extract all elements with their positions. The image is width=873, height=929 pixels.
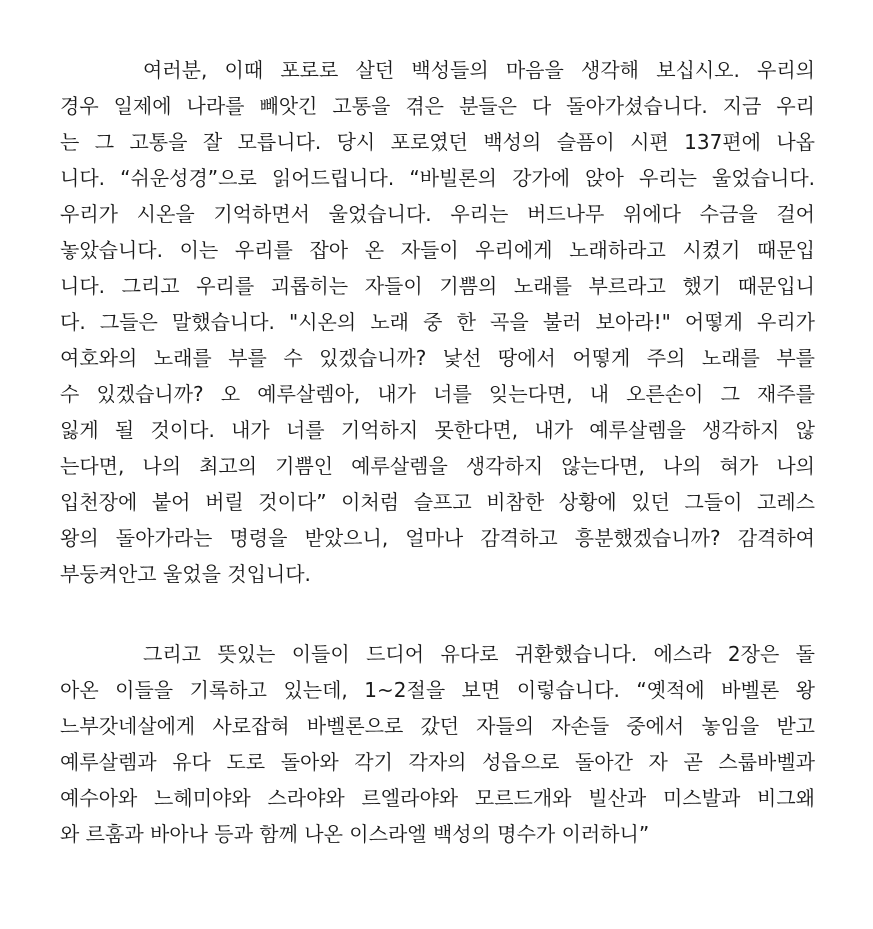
text-line: 경우 일제에 나라를 빼앗긴 고통을 겪은 분들은 다 돌아가셨습니다. 지금 우리 [60, 94, 815, 118]
paragraph-2 [60, 636, 815, 852]
text-line: 는다면, 나의 최고의 기쁨인 예루살렘을 생각하지 않는다면, 나의 혀가 나의 [60, 454, 815, 478]
text-line: 다. 그들은 말했습니다. "시온의 노래 중 한 곡을 불러 보아라!" 어떻게 우리가 [60, 310, 815, 334]
text-line: 놓았습니다. 이는 우리를 잡아 온 자들이 우리에게 노래하라고 시켰기 때문입 [60, 238, 815, 262]
text-line: 여호와의 노래를 부를 수 있겠습니까? 낯선 땅에서 어떻게 주의 노래를 부를 [60, 346, 815, 370]
text-line: 부둥켜안고 울었을 것입니다. [60, 562, 311, 586]
text-line: 는 그 고통을 잘 모릅니다. 당시 포로였던 백성의 슬픔이 시편 137편에 나옵 [60, 130, 815, 154]
text-line: 와 르훔과 바아나 등과 함께 나온 이스라엘 백성의 명수가 이러하니” [60, 822, 650, 846]
text-line: 예루살렘과 유다 도로 돌아와 각기 각자의 성읍으로 돌아간 자 곧 스룹바벨과 [60, 750, 815, 774]
text-line: 아온 이들을 기록하고 있는데, 1~2절을 보면 이렇습니다. “옛적에 바벨론 왕 [60, 678, 815, 702]
text-line: 입천장에 붙어 버릴 것이다” 이처럼 슬프고 비참한 상황에 있던 그들이 고레스 [60, 490, 815, 514]
text-line: 느부갓네살에게 사로잡혀 바벨론으로 갔던 자들의 자손들 중에서 놓임을 받고 [60, 714, 815, 738]
text-line: 수 있겠습니까? 오 예루살렘아, 내가 너를 잊는다면, 내 오른손이 그 재주를 [60, 382, 815, 406]
text-line: 여러분, 이때 포로로 살던 백성들의 마음을 생각해 보십시오. 우리의 [143, 58, 815, 82]
paragraph-1 [60, 52, 815, 592]
text-line: 예수아와 느헤미야와 스라야와 르엘라야와 모르드개와 빌산과 미스발과 비그왜 [60, 786, 815, 810]
text-line: 왕의 돌아가라는 명령을 받았으니, 얼마나 감격하고 흥분했겠습니까? 감격하여 [60, 526, 815, 550]
text-line: 우리가 시온을 기억하면서 울었습니다. 우리는 버드나무 위에다 수금을 걸어 [60, 202, 815, 226]
text-line: 니다. 그리고 우리를 괴롭히는 자들이 기쁨의 노래를 부르라고 했기 때문입니 [60, 274, 815, 298]
text-line: 그리고 뜻있는 이들이 드디어 유다로 귀환했습니다. 에스라 2장은 돌 [143, 642, 815, 666]
text-line: 니다. “쉬운성경”으로 읽어드립니다. “바빌론의 강가에 앉아 우리는 울었습니다. [60, 166, 815, 190]
text-line: 잃게 될 것이다. 내가 너를 기억하지 못한다면, 내가 예루살렘을 생각하지 않 [60, 418, 815, 442]
